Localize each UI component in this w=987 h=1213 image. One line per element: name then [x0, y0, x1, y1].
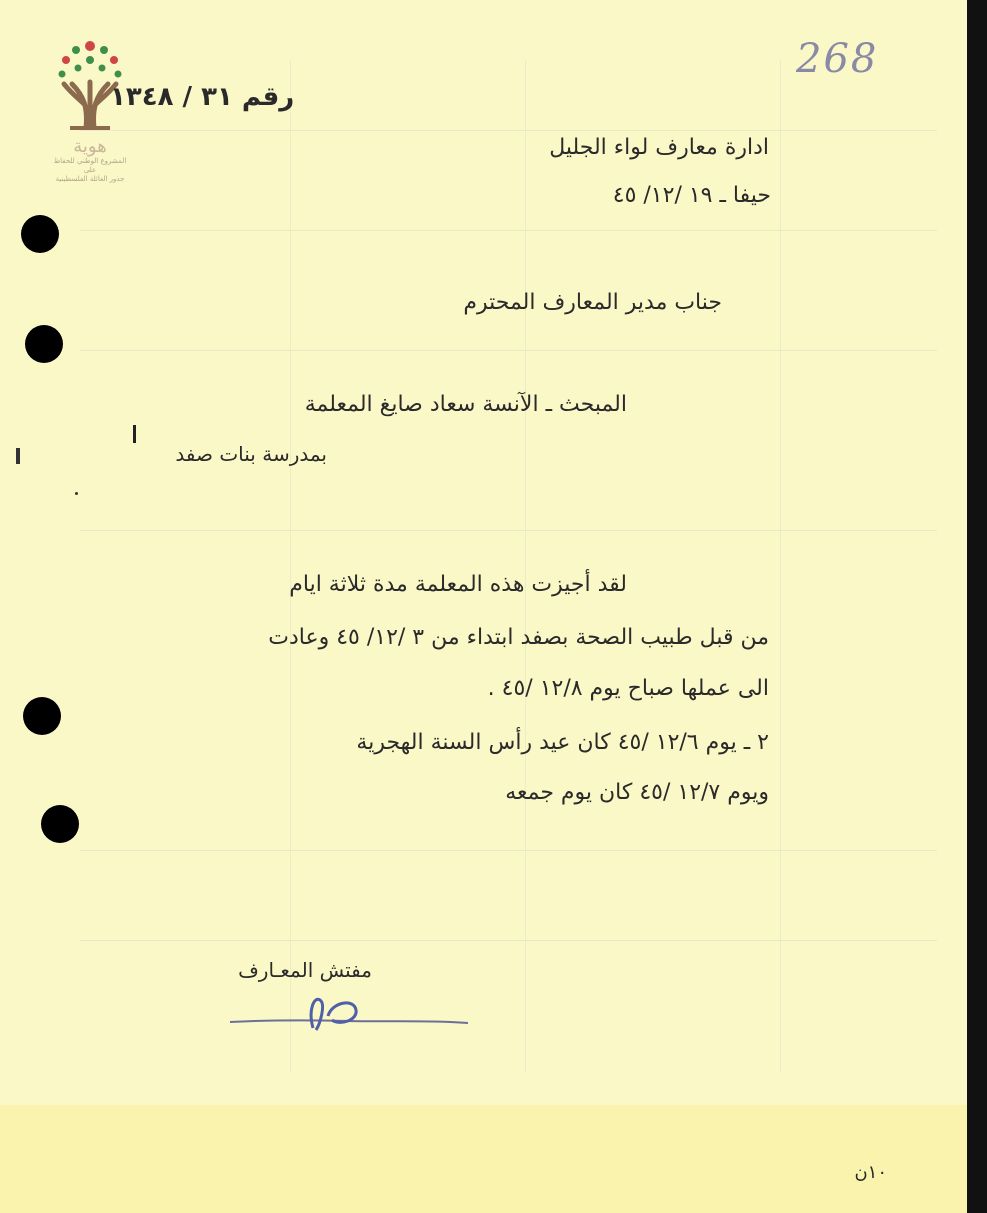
signatory-title: مفتش المعـارف	[238, 958, 372, 982]
ruled-line	[80, 350, 937, 351]
addressee: جناب مدير المعارف المحترم	[463, 290, 722, 315]
logo-wordmark: هوية	[73, 136, 107, 157]
ruled-line	[80, 940, 937, 941]
punch-hole	[23, 697, 61, 735]
body-line: ويوم ١٢/٧ /٤٥ كان يوم جمعه	[505, 780, 769, 805]
place-date: حيفا ـ ١٩ /١٢/ ٤٥	[612, 183, 771, 208]
paper-yellow-band	[0, 1105, 967, 1213]
subject-line: بمدرسة بنات صفد	[175, 442, 327, 466]
subject-line: المبحث ـ الآنسة سعاد صايغ المعلمة	[304, 392, 627, 417]
logo-tagline: جذور العائلة الفلسطينية	[55, 175, 125, 183]
body-line: ٢ ـ يوم ١٢/٦ /٤٥ كان عيد رأس السنة الهجرية	[356, 730, 769, 755]
logo-tagline: المشروع الوطني للحفاظ على	[53, 157, 127, 174]
department-name: ادارة معارف لواء الجليل	[549, 135, 769, 160]
punch-hole	[21, 215, 59, 253]
punch-hole	[41, 805, 79, 843]
ruled-column	[525, 60, 526, 1073]
reference-number: رقم ٣١ / ١٣٤٨	[110, 82, 295, 112]
archive-page-number: 268	[796, 36, 879, 82]
body-line: من قبل طبيب الصحة بصفد ابتداء من ٣ /١٢/ ٤٥ وعادت	[268, 625, 769, 650]
ink-mark	[75, 492, 78, 495]
ruled-line	[80, 230, 937, 231]
ruled-line	[80, 130, 937, 131]
archive-logo	[48, 38, 132, 188]
signature-icon	[228, 990, 478, 1040]
ink-mark	[133, 425, 136, 443]
ruled-column	[780, 60, 781, 1073]
ruled-column	[290, 60, 291, 1073]
ink-mark	[16, 448, 20, 464]
body-line: الى عملها صباح يوم ١٢/٨ /٤٥ .	[487, 676, 769, 701]
ruled-line	[80, 530, 937, 531]
punch-hole	[25, 325, 63, 363]
footer-mark: ١٠ن	[854, 1162, 887, 1183]
scan-edge	[967, 0, 987, 1213]
body-line: لقد أجيزت هذه المعلمة مدة ثلاثة ايام	[289, 572, 627, 597]
ruled-line	[80, 850, 937, 851]
